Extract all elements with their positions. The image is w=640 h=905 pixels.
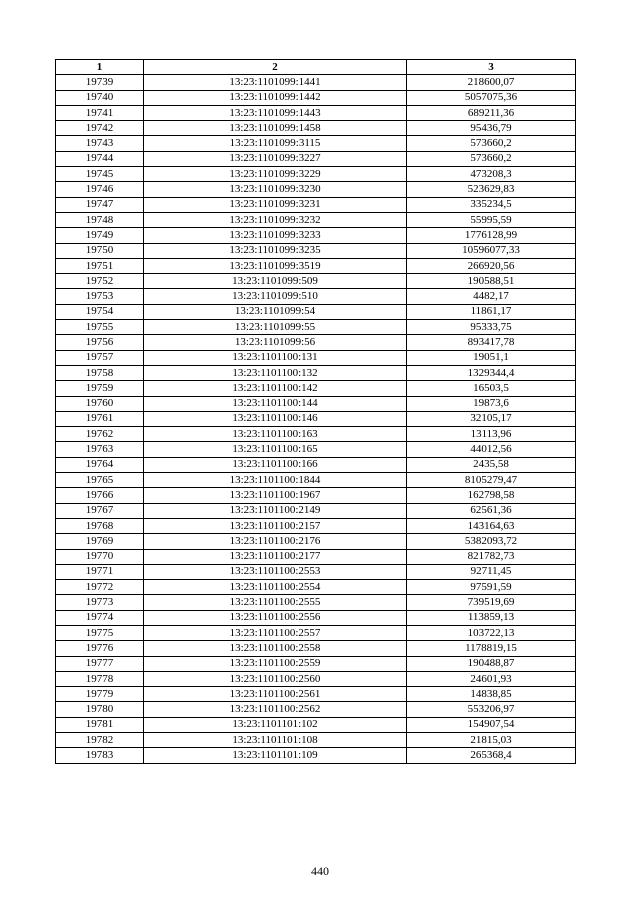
cadastral-number-cell: 13:23:1101100:2558 — [144, 641, 407, 656]
cadastral-number-cell: 13:23:1101099:510 — [144, 289, 407, 304]
table-header — [56, 60, 576, 75]
cadastral-number-cell: 13:23:1101099:55 — [144, 320, 407, 335]
cadastral-number-cell: 13:23:1101101:109 — [144, 748, 407, 763]
cadastral-number-cell: 13:23:1101100:1844 — [144, 473, 407, 488]
value-cell: 95333,75 — [407, 320, 576, 335]
value-cell: 24601,93 — [407, 671, 576, 686]
value-cell: 154907,54 — [407, 717, 576, 732]
row-number-cell: 19749 — [56, 228, 144, 243]
value-cell: 573660,2 — [407, 136, 576, 151]
row-number-cell: 19743 — [56, 136, 144, 151]
table-row — [56, 625, 576, 640]
row-number-cell: 19773 — [56, 595, 144, 610]
value-cell: 1776128,99 — [407, 228, 576, 243]
row-number-cell: 19763 — [56, 442, 144, 457]
row-number-cell: 19762 — [56, 427, 144, 442]
table-row — [56, 687, 576, 702]
value-cell: 265368,4 — [407, 748, 576, 763]
value-cell: 32105,17 — [407, 411, 576, 426]
cadastral-number-cell: 13:23:1101099:509 — [144, 274, 407, 289]
row-number-cell: 19745 — [56, 167, 144, 182]
row-number-cell: 19750 — [56, 243, 144, 258]
table-row — [56, 442, 576, 457]
row-number-cell: 19742 — [56, 121, 144, 136]
table-row — [56, 320, 576, 335]
table-row — [56, 90, 576, 105]
table-body — [56, 75, 576, 763]
cadastral-number-cell: 13:23:1101100:131 — [144, 350, 407, 365]
cadastral-number-cell: 13:23:1101100:2553 — [144, 564, 407, 579]
table-row — [56, 151, 576, 166]
cadastral-number-cell: 13:23:1101099:3230 — [144, 182, 407, 197]
value-cell: 553206,97 — [407, 702, 576, 717]
cadastral-number-cell: 13:23:1101099:56 — [144, 335, 407, 350]
row-number-cell: 19748 — [56, 212, 144, 227]
table-row — [56, 136, 576, 151]
table-row — [56, 304, 576, 319]
value-cell: 5382093,72 — [407, 534, 576, 549]
cadastral-number-cell: 13:23:1101100:2562 — [144, 702, 407, 717]
value-cell: 14838,85 — [407, 687, 576, 702]
value-cell: 573660,2 — [407, 151, 576, 166]
value-cell: 1329344,4 — [407, 365, 576, 380]
value-cell: 143164,63 — [407, 518, 576, 533]
value-cell: 821782,73 — [407, 549, 576, 564]
table-row — [56, 473, 576, 488]
value-cell: 4482,17 — [407, 289, 576, 304]
cadastral-number-cell: 13:23:1101101:102 — [144, 717, 407, 732]
row-number-cell: 19781 — [56, 717, 144, 732]
row-number-cell: 19740 — [56, 90, 144, 105]
cadastral-number-cell: 13:23:1101099:3227 — [144, 151, 407, 166]
table-row — [56, 365, 576, 380]
value-cell: 97591,59 — [407, 580, 576, 595]
cadastral-number-cell: 13:23:1101099:3232 — [144, 212, 407, 227]
row-number-cell: 19778 — [56, 671, 144, 686]
table-row — [56, 228, 576, 243]
cadastral-number-cell: 13:23:1101100:163 — [144, 427, 407, 442]
data-table — [55, 59, 576, 764]
value-cell: 190488,87 — [407, 656, 576, 671]
table-row — [56, 580, 576, 595]
value-cell: 62561,36 — [407, 503, 576, 518]
value-cell: 473208,3 — [407, 167, 576, 182]
cadastral-number-cell: 13:23:1101099:3233 — [144, 228, 407, 243]
value-cell: 55995,59 — [407, 212, 576, 227]
value-cell: 19051,1 — [407, 350, 576, 365]
cadastral-number-cell: 13:23:1101099:3115 — [144, 136, 407, 151]
table-row — [56, 641, 576, 656]
table-row — [56, 503, 576, 518]
row-number-cell: 19774 — [56, 610, 144, 625]
value-cell: 92711,45 — [407, 564, 576, 579]
value-cell: 95436,79 — [407, 121, 576, 136]
value-cell: 162798,58 — [407, 488, 576, 503]
row-number-cell: 19772 — [56, 580, 144, 595]
table-row — [56, 610, 576, 625]
row-number-cell: 19764 — [56, 457, 144, 472]
row-number-cell: 19768 — [56, 518, 144, 533]
table-row — [56, 243, 576, 258]
row-number-cell: 19758 — [56, 365, 144, 380]
cadastral-number-cell: 13:23:1101099:1458 — [144, 121, 407, 136]
cadastral-number-cell: 13:23:1101100:166 — [144, 457, 407, 472]
cadastral-number-cell: 13:23:1101099:54 — [144, 304, 407, 319]
table-row — [56, 656, 576, 671]
table-row — [56, 335, 576, 350]
table-row — [56, 197, 576, 212]
cadastral-number-cell: 13:23:1101099:1443 — [144, 105, 407, 120]
table-row — [56, 212, 576, 227]
row-number-cell: 19769 — [56, 534, 144, 549]
value-cell: 2435,58 — [407, 457, 576, 472]
row-number-cell: 19744 — [56, 151, 144, 166]
row-number-cell: 19765 — [56, 473, 144, 488]
table-row — [56, 702, 576, 717]
value-cell: 739519,69 — [407, 595, 576, 610]
row-number-cell: 19782 — [56, 733, 144, 748]
table-row — [56, 381, 576, 396]
row-number-cell: 19780 — [56, 702, 144, 717]
value-cell: 335234,5 — [407, 197, 576, 212]
cadastral-number-cell: 13:23:1101100:2554 — [144, 580, 407, 595]
value-cell: 218600,07 — [407, 75, 576, 90]
cadastral-number-cell: 13:23:1101101:108 — [144, 733, 407, 748]
cadastral-number-cell: 13:23:1101100:144 — [144, 396, 407, 411]
table-row — [56, 105, 576, 120]
table-row — [56, 549, 576, 564]
table-row — [56, 595, 576, 610]
cadastral-number-cell: 13:23:1101100:132 — [144, 365, 407, 380]
row-number-cell: 19770 — [56, 549, 144, 564]
table-row — [56, 167, 576, 182]
value-cell: 190588,51 — [407, 274, 576, 289]
table-row — [56, 121, 576, 136]
table-row — [56, 427, 576, 442]
cadastral-number-cell: 13:23:1101100:146 — [144, 411, 407, 426]
table-row — [56, 564, 576, 579]
cadastral-number-cell: 13:23:1101100:2176 — [144, 534, 407, 549]
cadastral-number-cell: 13:23:1101100:1967 — [144, 488, 407, 503]
cadastral-number-cell: 13:23:1101100:2177 — [144, 549, 407, 564]
table-row — [56, 733, 576, 748]
value-cell: 11861,17 — [407, 304, 576, 319]
value-cell: 113859,13 — [407, 610, 576, 625]
column-header-3: 3 — [407, 60, 576, 75]
table-row — [56, 671, 576, 686]
value-cell: 1178819,15 — [407, 641, 576, 656]
row-number-cell: 19755 — [56, 320, 144, 335]
column-header-1: 1 — [56, 60, 144, 75]
cadastral-number-cell: 13:23:1101100:2555 — [144, 595, 407, 610]
row-number-cell: 19741 — [56, 105, 144, 120]
value-cell: 266920,56 — [407, 258, 576, 273]
value-cell: 16503,5 — [407, 381, 576, 396]
row-number-cell: 19761 — [56, 411, 144, 426]
value-cell: 10596077,33 — [407, 243, 576, 258]
cadastral-number-cell: 13:23:1101099:1442 — [144, 90, 407, 105]
row-number-cell: 19757 — [56, 350, 144, 365]
value-cell: 21815,03 — [407, 733, 576, 748]
row-number-cell: 19756 — [56, 335, 144, 350]
page-number: 440 — [311, 864, 329, 878]
value-cell: 689211,36 — [407, 105, 576, 120]
table-row — [56, 289, 576, 304]
row-number-cell: 19771 — [56, 564, 144, 579]
value-cell: 19873,6 — [407, 396, 576, 411]
row-number-cell: 19783 — [56, 748, 144, 763]
cadastral-number-cell: 13:23:1101100:165 — [144, 442, 407, 457]
value-cell: 8105279,47 — [407, 473, 576, 488]
row-number-cell: 19775 — [56, 625, 144, 640]
value-cell: 893417,78 — [407, 335, 576, 350]
table-row — [56, 274, 576, 289]
value-cell: 44012,56 — [407, 442, 576, 457]
cadastral-number-cell: 13:23:1101100:2557 — [144, 625, 407, 640]
table-row — [56, 350, 576, 365]
cadastral-number-cell: 13:23:1101100:2149 — [144, 503, 407, 518]
table-row — [56, 258, 576, 273]
table-row — [56, 182, 576, 197]
table-row — [56, 411, 576, 426]
column-header-2: 2 — [144, 60, 407, 75]
table-row — [56, 75, 576, 90]
cadastral-number-cell: 13:23:1101099:3235 — [144, 243, 407, 258]
row-number-cell: 19751 — [56, 258, 144, 273]
cadastral-number-cell: 13:23:1101100:2556 — [144, 610, 407, 625]
row-number-cell: 19760 — [56, 396, 144, 411]
row-number-cell: 19759 — [56, 381, 144, 396]
row-number-cell: 19752 — [56, 274, 144, 289]
row-number-cell: 19746 — [56, 182, 144, 197]
row-number-cell: 19747 — [56, 197, 144, 212]
value-cell: 523629,83 — [407, 182, 576, 197]
value-cell: 103722,13 — [407, 625, 576, 640]
row-number-cell: 19754 — [56, 304, 144, 319]
row-number-cell: 19776 — [56, 641, 144, 656]
row-number-cell: 19739 — [56, 75, 144, 90]
cadastral-number-cell: 13:23:1101100:2157 — [144, 518, 407, 533]
row-number-cell: 19767 — [56, 503, 144, 518]
cadastral-number-cell: 13:23:1101099:3519 — [144, 258, 407, 273]
table-row — [56, 457, 576, 472]
row-number-cell: 19779 — [56, 687, 144, 702]
table-row — [56, 748, 576, 763]
row-number-cell: 19777 — [56, 656, 144, 671]
cadastral-number-cell: 13:23:1101100:2559 — [144, 656, 407, 671]
table-row — [56, 396, 576, 411]
table-row — [56, 717, 576, 732]
cadastral-number-cell: 13:23:1101100:2560 — [144, 671, 407, 686]
table-row — [56, 518, 576, 533]
table-header-row — [56, 60, 576, 75]
row-number-cell: 19753 — [56, 289, 144, 304]
table-row — [56, 488, 576, 503]
cadastral-number-cell: 13:23:1101099:3231 — [144, 197, 407, 212]
table-row — [56, 534, 576, 549]
value-cell: 5057075,36 — [407, 90, 576, 105]
value-cell: 13113,96 — [407, 427, 576, 442]
cadastral-number-cell: 13:23:1101099:3229 — [144, 167, 407, 182]
cadastral-number-cell: 13:23:1101099:1441 — [144, 75, 407, 90]
cadastral-number-cell: 13:23:1101100:142 — [144, 381, 407, 396]
row-number-cell: 19766 — [56, 488, 144, 503]
cadastral-number-cell: 13:23:1101100:2561 — [144, 687, 407, 702]
